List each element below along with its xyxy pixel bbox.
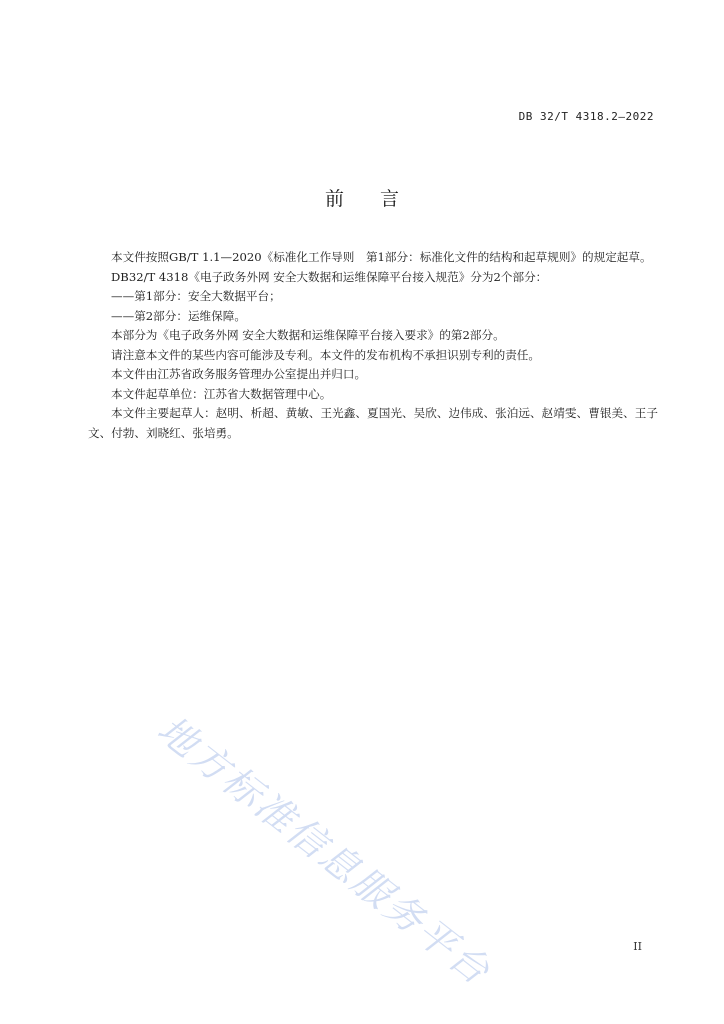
document-code: DB 32/T 4318.2—2022 [518,110,654,123]
paragraph-this-part: 本部分为《电子政务外网 安全大数据和运维保障平台接入要求》的第2部分。 [111,328,505,342]
page-number: II [633,940,642,953]
paragraph-drafters: 本文件主要起草人：赵明、析超、黄敏、王光鑫、夏国光、吴欣、边伟成、张泊远、赵靖雯、曹银美、王子文、付勃、刘晓红、张培勇。 [88,406,658,440]
paragraph-parts-intro: DB32/T 4318《电子政务外网 安全大数据和运维保障平台接入规范》分为2个部分： [111,269,548,284]
paragraph-part-1: ——第1部分：安全大数据平台； [111,289,281,303]
page-title: 前言 [324,188,435,210]
paragraph-drafting-rules: 本文件按照GB/T 1.1—2020《标准化工作导则 第1部分：标准化文件的结构和起草规则》的规定起草。 [111,250,652,264]
paragraph-drafting-unit: 本文件起草单位：江苏省大数据管理中心。 [111,386,332,401]
paragraph-patent-notice: 请注意本文件的某些内容可能涉及专利。本文件的发布机构不承担识别专利的责任。 [111,347,540,362]
watermark-text: 地方标准信息服务平台 [149,707,500,995]
paragraph-proposer: 本文件由江苏省政务服务管理办公室提出并归口。 [111,367,367,381]
foreword-body [88,248,658,443]
paragraph-part-2: ——第2部分：运维保障。 [111,308,246,323]
